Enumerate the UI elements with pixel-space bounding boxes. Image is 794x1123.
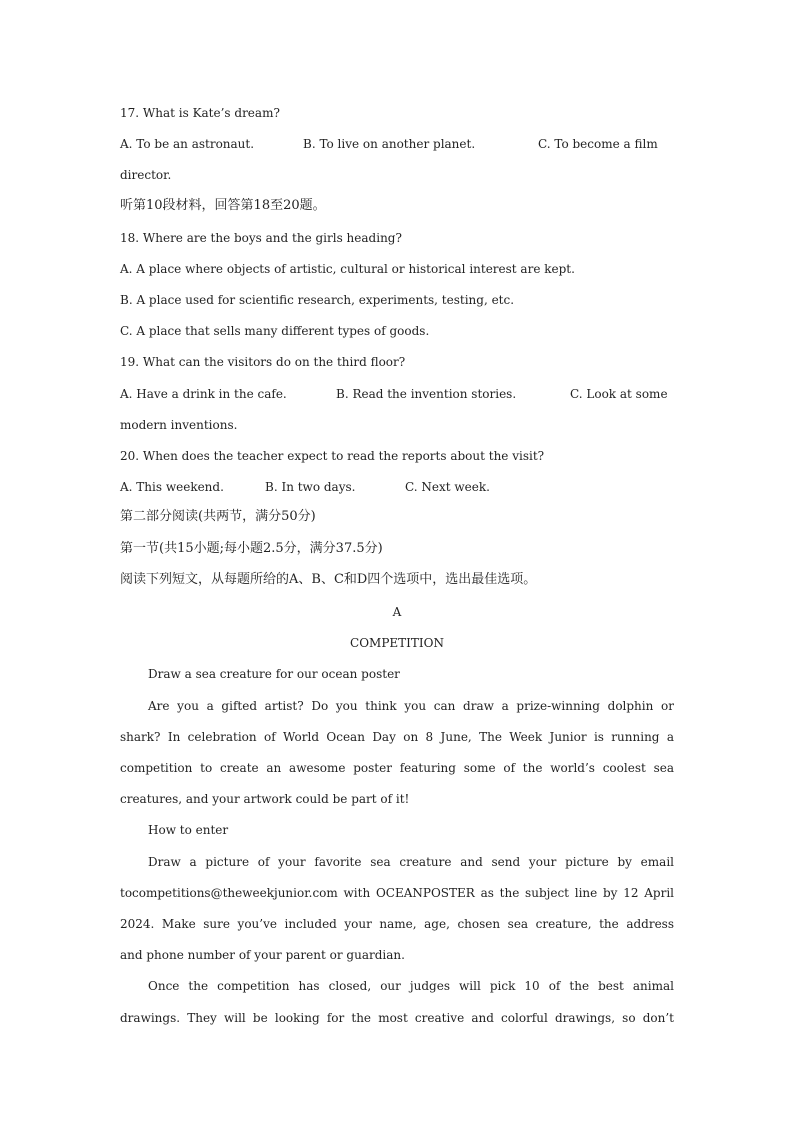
- question-20-options: [120, 477, 674, 497]
- question-17-options: [120, 134, 674, 154]
- question-19: 19. What can the visitors do on the third floor?: [120, 355, 406, 369]
- paragraph-line: creatures, and your artwork could be part of it!: [120, 792, 410, 806]
- reading-instruction: 阅读下列短文，从每题所给的A、B、C和D四个选项中，选出最佳选项。: [120, 572, 537, 587]
- paragraph-line: Once the competition has closed, our judges will pick 10 of the best animal: [148, 979, 674, 993]
- passage-subtitle: Draw a sea creature for our ocean poster: [148, 667, 400, 681]
- option-b: B. In two days.: [265, 480, 356, 494]
- question-20: 20. When does the teacher expect to read the reports about the visit?: [120, 449, 545, 463]
- question-19-options: [120, 384, 674, 404]
- passage-letter: A: [392, 605, 402, 619]
- question-17: 17. What is Kate’s dream?: [120, 106, 280, 120]
- passage-title: COMPETITION: [350, 636, 444, 650]
- part-two-heading: 第二部分阅读(共两节，满分50分): [120, 509, 316, 524]
- option-b: B. Read the invention stories.: [336, 387, 517, 401]
- option-a: A. Have a drink in the cafe.: [120, 387, 287, 401]
- question-18-option-a: A. A place where objects of artistic, cultural or historical interest are kept.: [120, 262, 575, 276]
- question-18-option-b: B. A place used for scientific research, experiments, testing, etc.: [120, 293, 515, 307]
- question-17-option-c-cont: director.: [120, 168, 172, 182]
- option-c: C. To become a film: [538, 137, 658, 151]
- question-19-option-c-cont: modern inventions.: [120, 418, 238, 432]
- option-b: B. To live on another planet.: [303, 137, 476, 151]
- paragraph-line: and phone number of your parent or guardian.: [120, 948, 405, 962]
- option-c: C. Look at some: [570, 387, 668, 401]
- paragraph-line: shark? In celebration of World Ocean Day on 8 June, The Week Junior is running a: [120, 730, 674, 744]
- option-a: A. To be an astronaut.: [120, 137, 255, 151]
- paragraph-line: tocompetitions@theweekjunior.com with OCEANPOSTER as the subject line by 12 April: [120, 886, 674, 900]
- paragraph-line: 2024. Make sure you’ve included your name, age, chosen sea creature, the address: [120, 917, 674, 931]
- paragraph-line: Are you a gifted artist? Do you think you can draw a prize-winning dolphin or: [148, 699, 674, 713]
- question-18-option-c: C. A place that sells many different types of goods.: [120, 324, 430, 338]
- option-a: A. This weekend.: [120, 480, 224, 494]
- paragraph-line: competition to create an awesome poster featuring some of the world’s coolest sea: [120, 761, 674, 775]
- section-one-heading: 第一节(共15小题;每小题2.5分，满分37.5分): [120, 541, 383, 556]
- paragraph-line: Draw a picture of your favorite sea creature and send your picture by email: [148, 855, 674, 869]
- section-instruction: 听第10段材料，回答第18至20题。: [120, 198, 326, 213]
- question-18: 18. Where are the boys and the girls heading?: [120, 231, 402, 245]
- option-c: C. Next week.: [405, 480, 490, 494]
- section-label-how-to-enter: How to enter: [148, 823, 229, 837]
- paragraph-line: drawings. They will be looking for the most creative and colorful drawings, so don’t: [120, 1011, 674, 1025]
